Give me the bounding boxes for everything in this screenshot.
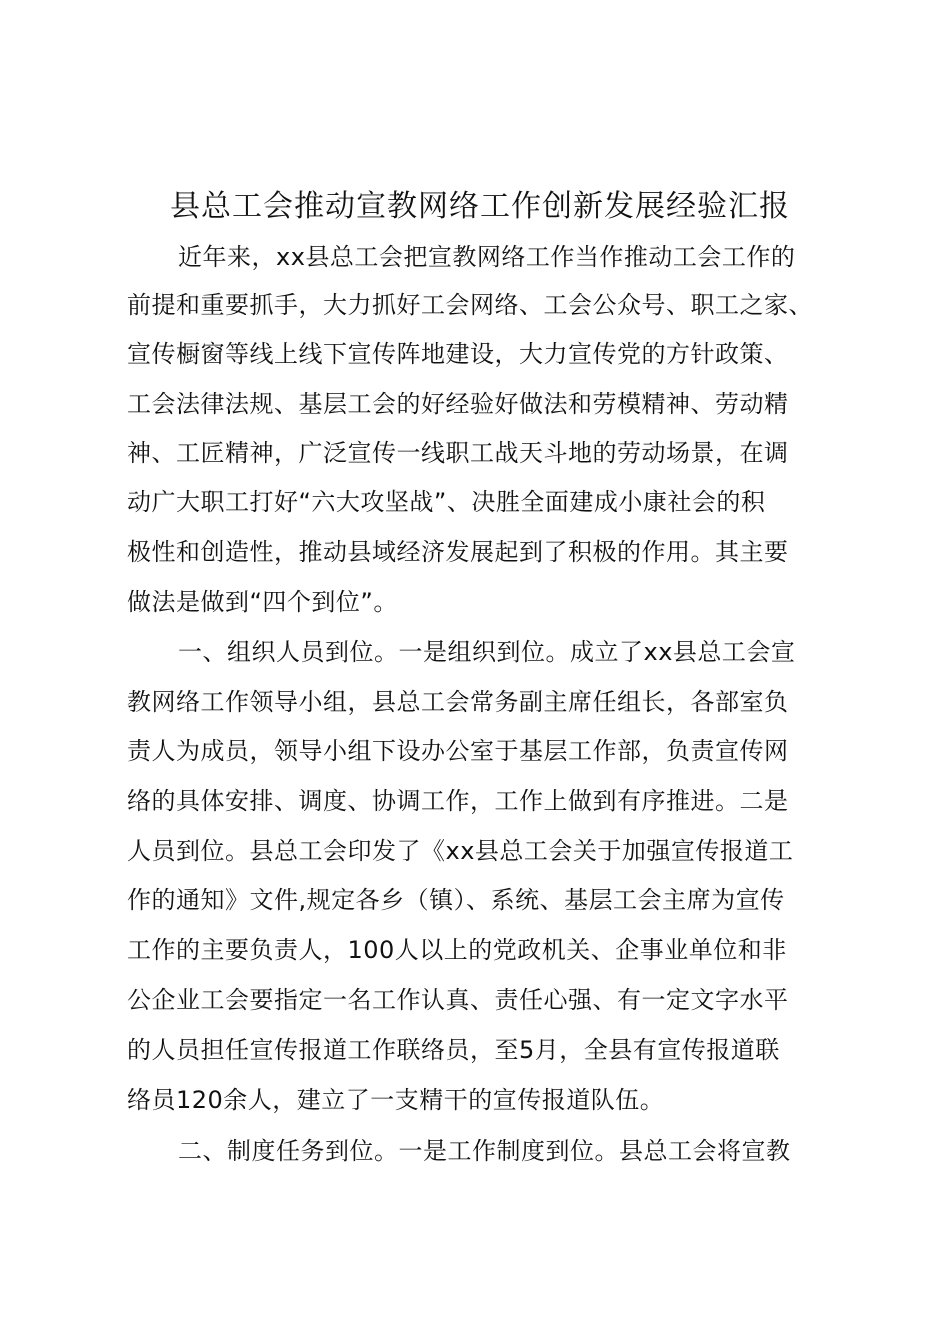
paragraph-line: 近年来，xx县总工会把宣教网络工作当作推动工会工作的 [178, 243, 796, 271]
paragraph-line: 工作的主要负责人，100人以上的党政机关、企事业单位和非 [127, 936, 787, 964]
paragraph-line: 人员到位。县总工会印发了《xx县总工会关于加强宣传报道工 [127, 837, 794, 865]
paragraph-line: 前提和重要抓手，大力抓好工会网络、工会公众号、职工之家、 [127, 291, 813, 319]
paragraph-line: 动广大职工打好“六大攻坚战”、决胜全面建成小康社会的积 [127, 488, 766, 516]
paragraph-line: 络的具体安排、调度、协调工作，工作上做到有序推进。二是 [127, 787, 789, 815]
paragraph-line: 做法是做到“四个到位”。 [127, 588, 398, 616]
paragraph-line: 宣传橱窗等线上线下宣传阵地建设，大力宣传党的方针政策、 [127, 340, 789, 368]
paragraph-line: 络员120余人，建立了一支精干的宣传报道队伍。 [127, 1086, 665, 1114]
paragraph-line: 神、工匠精神，广泛宣传一线职工战天斗地的劳动场景，在调 [127, 439, 789, 467]
paragraph-line: 极性和创造性，推动县域经济发展起到了积极的作用。其主要 [127, 538, 789, 566]
paragraph-line: 教网络工作领导小组，县总工会常务副主席任组长，各部室负 [127, 688, 789, 716]
paragraph-line: 一、组织人员到位。一是组织到位。成立了xx县总工会宣 [178, 638, 796, 666]
paragraph-line: 公企业工会要指定一名工作认真、责任心强、有一定文字水平 [127, 986, 789, 1014]
paragraph-line: 二、制度任务到位。一是工作制度到位。县总工会将宣教 [178, 1137, 791, 1165]
paragraph-line: 工会法律法规、基层工会的好经验好做法和劳模精神、劳动精 [127, 390, 789, 418]
paragraph-line: 的人员担任宣传报道工作联络员，至5月，全县有宣传报道联 [127, 1036, 780, 1064]
paragraph-line: 作的通知》文件,规定各乡（镇）、系统、基层工会主席为宣传 [127, 886, 785, 914]
document-title: 县总工会推动宣教网络工作创新发展经验汇报 [170, 189, 790, 224]
paragraph-line: 责人为成员，领导小组下设办公室于基层工作部，负责宣传网 [127, 737, 789, 765]
